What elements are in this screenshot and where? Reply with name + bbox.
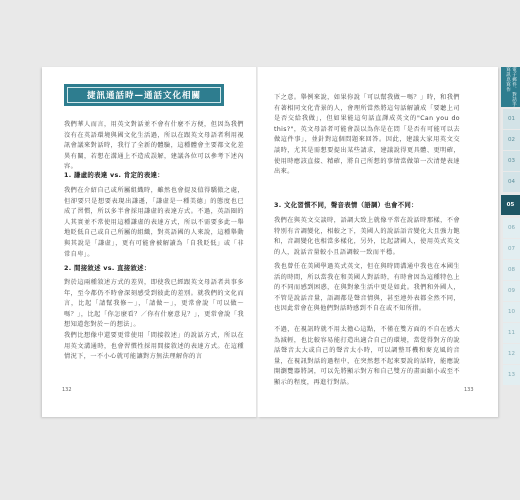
paragraph-2: 對於這兩種敘述方式的差異，即使我已經跟英文母語者共事多年，至今都仍不時會深刻感受到彼此的差別。就我們的文化而言，比起「請幫我修～」，「請做～」，更常會說「可以做～嗎？」，比起「你怎麼看？／你有什麼意見？」，更常會說「我想知道您對於～的想法」。 [64, 279, 244, 329]
page-number: 132 [62, 387, 72, 393]
intro-paragraph: 我們華人而言，用英文對話並不會有什麼不方便，但因為我們沒有在英語環境與國文化生活過，所以在跟英文母語者利用視訊會議來對話時，我行了全新的體驗，這種體會主要都文化差異有關，若想在溝通上不造成誤解，建議各位可以參考下述內容。 [64, 121, 244, 171]
chapter-tab-09[interactable]: 09 [503, 281, 520, 301]
paragraph-4: 下之意。舉例來說，如果你說「可以幫我做～嗎？」時，和我們有著相同文化背景的人，會理所當然將這句話解讀成「要聽上司是否交給我做」，但如果能這句話直譯成英文的"Can you do this?"，英文母語者可能會誤以為你是在問「是否有可能可以去做這件事」，並針對這個問題來回答。因此，建議大家用英文交談時，尤其是需想要提出某些請求，建議說得更具體、更明確，使用時應該直接、精確，將自己所想的事情當做第一次清楚表達出來。 [274, 94, 460, 176]
chapter-tab-04[interactable]: 04 [503, 172, 520, 192]
chapter-tab-10[interactable]: 10 [503, 302, 520, 322]
chapter-tab-12[interactable]: 12 [503, 344, 520, 364]
paragraph-5: 我們在與英文交談時，語調大致上就像平常在說話時那樣，不會特別有音調變化，相較之下，美國人的說話語音變化大且強力飽和，音調變化也相當多樣化，另外，比起諸國人，使用英式英文的人，說話音量較小且語調較一致而平穩。 [274, 217, 460, 256]
heading-3: 3. 文化習慣不同，聲音表情（語調）也會不同： [274, 201, 418, 209]
right-page [258, 67, 498, 417]
left-page [42, 67, 258, 417]
heading-1: 1. 謙虛的表達 vs. 肯定的表達： [64, 171, 164, 179]
paragraph-1: 我們在介紹自己或所屬組織時，雖然也會提及值得驕傲之處，但卻要只是想要表現出謙遜，「謙虛是一種美德」的態度也已成了習慣，所以多半會採用謙虛的表達方式。不過，英語圈的人其實並不常使用這種謙虛的表達方式，所以不需要多此一舉地貶低自己或自己所屬的組織，對英語國的人來說，這種舉動與其說是「謙虛」，更有可能會被解讀為「自我貶低」或「非常自卑」。 [64, 187, 244, 258]
chapter-tab-13[interactable]: 13 [503, 365, 520, 385]
section-title: 捷訊通話時—通話文化相關 [86, 91, 201, 101]
chapter-tab-03[interactable]: 03 [503, 151, 520, 171]
page-number: 133 [464, 387, 474, 393]
chapter-tabs [501, 67, 520, 417]
paragraph-3: 我們比想像中還要更常使用「間接敘述」的說話方式，所以在用英文溝通時，也會習慣性採用間接敘述的表達方式。在這種情況下，一不小心就可能讓對方無法理解你的言 [64, 332, 244, 361]
chapter-tab-07[interactable]: 07 [503, 239, 520, 259]
chapter-tab-06[interactable]: 06 [503, 218, 520, 238]
chapter-tab-11[interactable]: 11 [503, 323, 520, 343]
section-banner [64, 84, 224, 106]
paragraph-7: 不過，在視訊時就不用太擔心這點，不僅在雙方面的不自在感大為減輕，也比較容易能打造出適合自己的環境，當覺得對方的說話聲音太大或自己的聲音太小時，可以調整耳機和麥克風的音量，在視訊對話的過程中，在突然想不起來要說的話時，能應說開瀏覽器將詞，可以先將顯示對方和自己雙方的畫面縮小或至不顯示的程度，再進行對話。 [274, 326, 460, 386]
heading-2: 2. 間接敘述 vs. 直接敘述： [64, 264, 151, 272]
chapter-tab-title: 電子郵件．對話手寫訊息寫作 [501, 67, 520, 107]
chapter-tab-08[interactable]: 08 [503, 260, 520, 280]
chapter-tab-01[interactable]: 01 [503, 109, 520, 129]
paragraph-6: 我也曾任在美國學過英式英文，但在與時間溝通中我也在本國生活的時間，所以當我在和美國人對話時，有時會因為這種特色上的不同而感到困惑，在與對象生活中更是如此。我們和外國人，不管是說話音量，語調都是聲音情與，甚至連外表都全然不同，也因此常會在與他們對話時感到不自在或不知所措。 [274, 263, 460, 313]
chapter-tab-05[interactable]: 05 [501, 195, 520, 215]
chapter-tab-02[interactable]: 02 [503, 130, 520, 150]
